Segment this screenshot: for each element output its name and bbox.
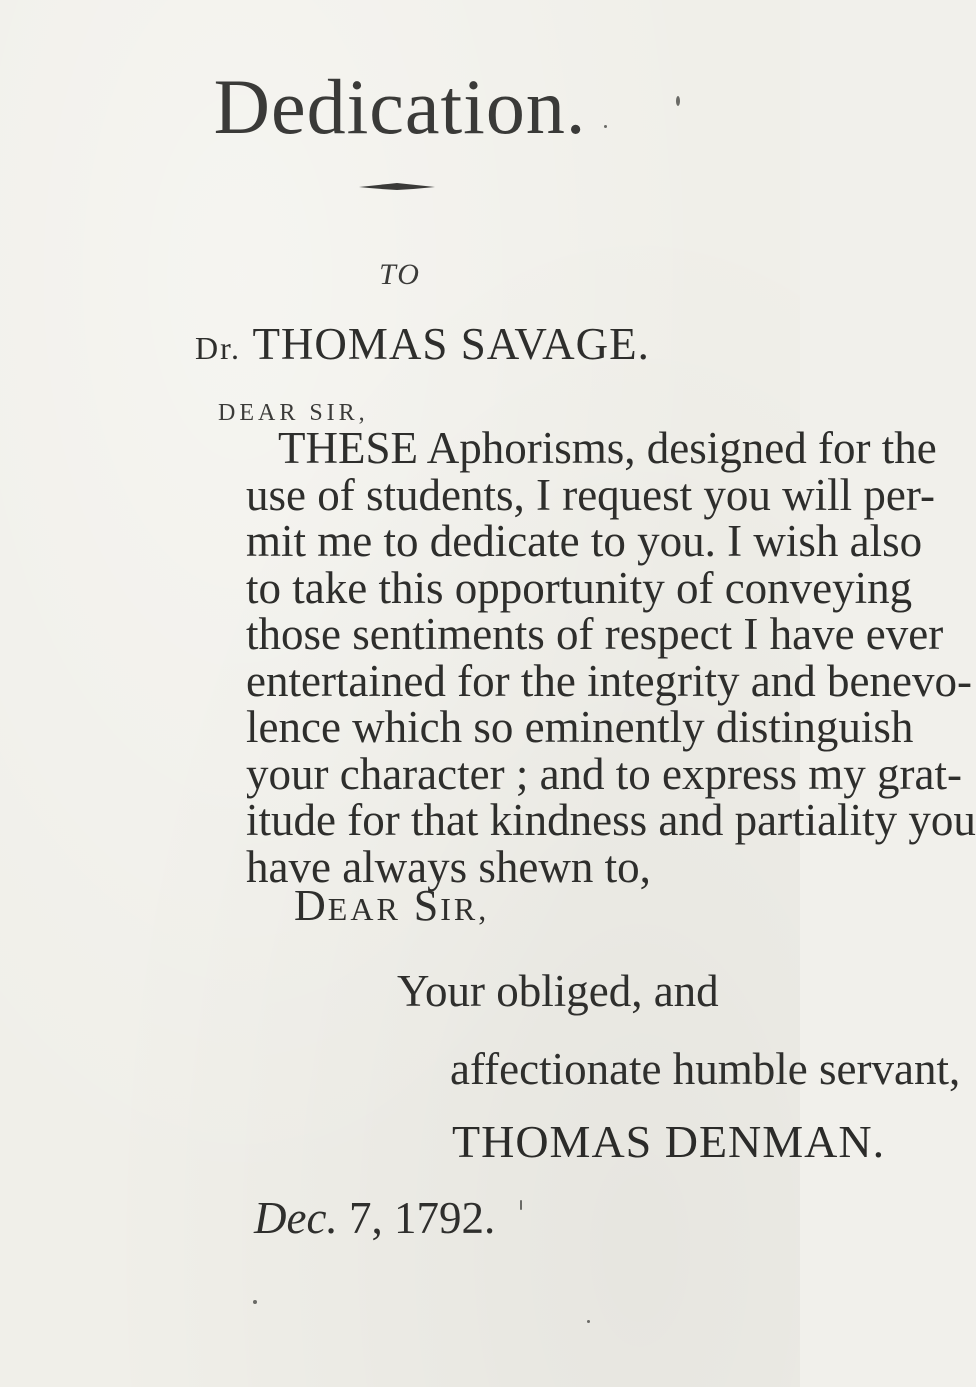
body-line: mit me to dedicate to you. I wish also — [246, 516, 923, 566]
body-line: use of students, I request you will per- — [246, 469, 935, 520]
closing-salutation-rest: EAR — [327, 891, 401, 927]
body-line: itude for that kindness and partiality you — [246, 795, 976, 845]
decorative-rule — [358, 180, 436, 194]
date-month: Dec. — [254, 1193, 338, 1243]
salutation: DEAR SIR, — [218, 400, 369, 426]
date-line — [254, 1192, 495, 1244]
addressee-prefix: Dr. — [195, 330, 241, 366]
closing-line-1: Your obliged, and — [397, 966, 719, 1016]
body-line: those sentiments of respect I have ever — [246, 609, 944, 659]
body-line: THESE Aphorisms, designed for the — [278, 423, 937, 473]
ink-speck — [676, 96, 680, 106]
dedication-to: TO — [379, 258, 421, 291]
page-heading: Dedication. — [213, 63, 587, 150]
closing-line-2: affectionate humble servant, — [450, 1044, 961, 1094]
body-line: entertained for the integrity and benevo- — [246, 655, 972, 706]
body-line: to take this opportunity of conveying — [246, 562, 913, 613]
signature: THOMAS DENMAN. — [452, 1116, 886, 1167]
ink-speck — [604, 125, 607, 128]
dedication-body — [246, 423, 976, 892]
closing-salutation — [294, 880, 489, 931]
body-line: have always shewn to, — [246, 841, 651, 892]
body-line: lence which so eminently distinguish — [246, 702, 914, 752]
addressee-name: THOMAS SAVAGE. — [252, 319, 650, 369]
addressee — [195, 318, 650, 370]
date-rest: 7, 1792. — [337, 1193, 496, 1243]
body-line: your character ; and to express my grat- — [246, 748, 962, 799]
ink-speck — [253, 1300, 257, 1304]
ink-speck — [587, 1320, 590, 1323]
ink-speck — [520, 1200, 522, 1210]
closing-salutation-initial: D — [294, 881, 328, 930]
closing-salutation-second-initial: S — [413, 881, 441, 930]
closing-salutation-second-rest: IR, — [440, 891, 490, 927]
